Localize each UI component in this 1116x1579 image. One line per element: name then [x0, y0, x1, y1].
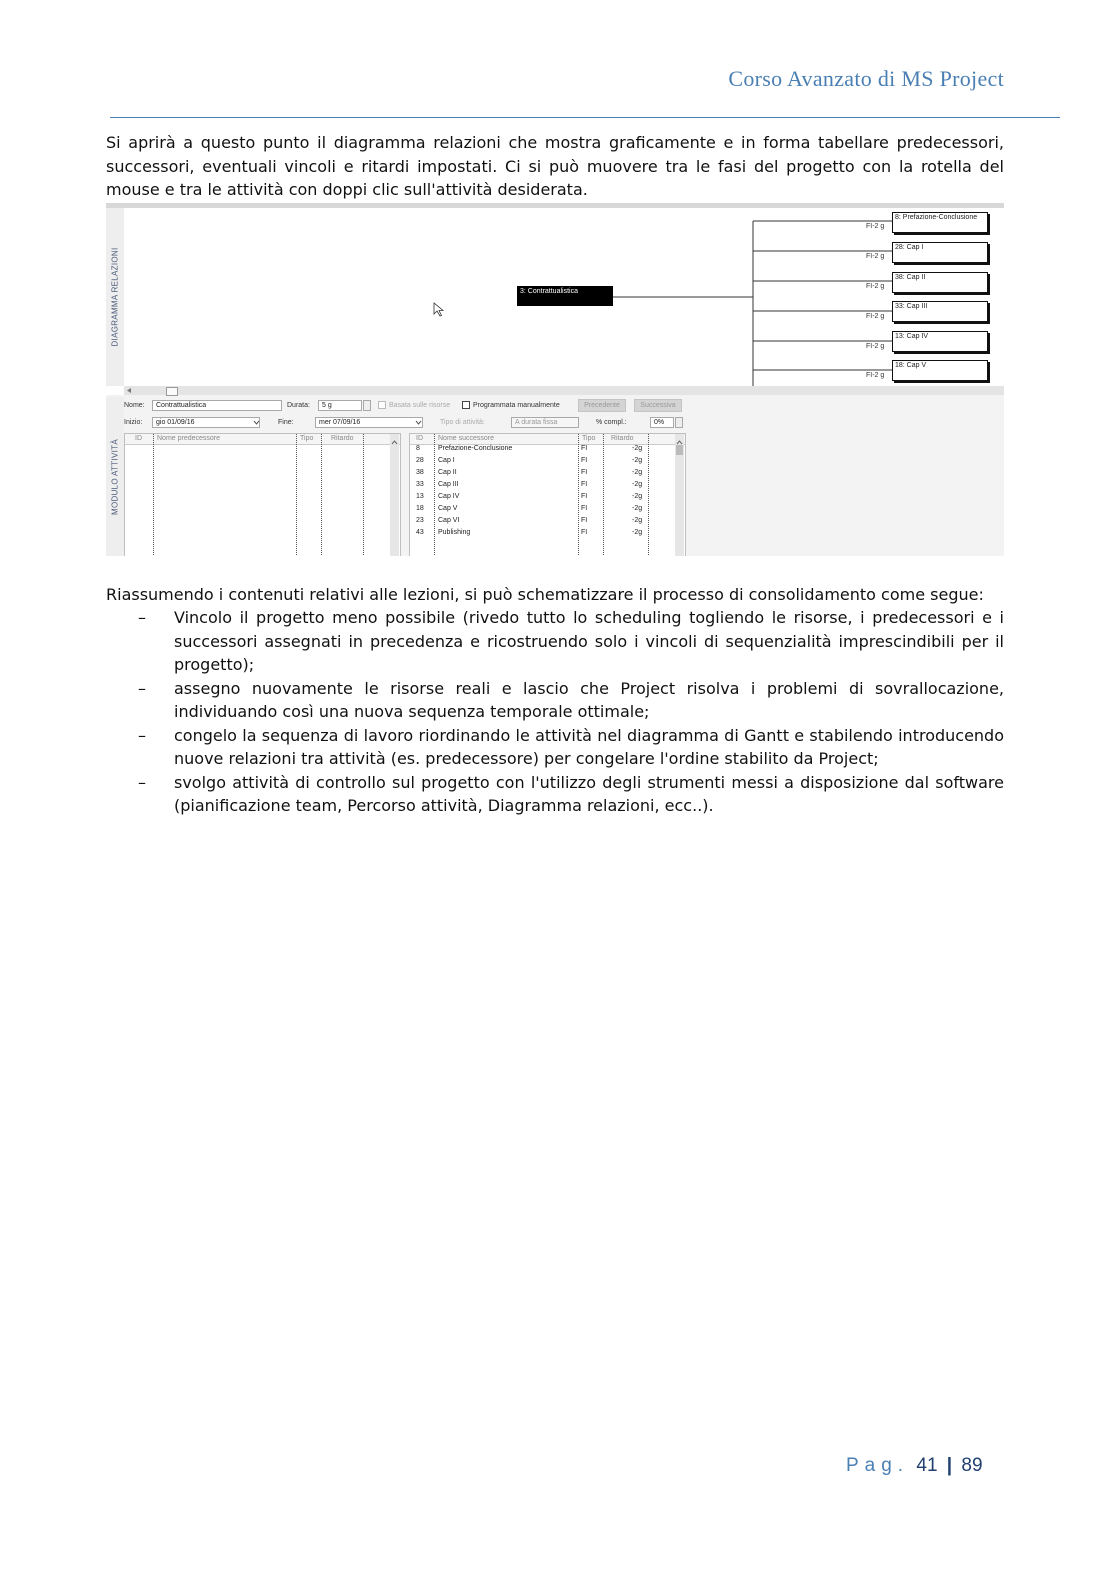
table-row[interactable]	[410, 528, 685, 540]
succ-header-lag: Ritardo	[611, 435, 634, 442]
mouse-cursor-icon	[434, 303, 443, 316]
row-id: 43	[416, 529, 424, 536]
table-row[interactable]	[410, 480, 685, 492]
bullet-dash: –	[138, 772, 146, 792]
row-id: 23	[416, 517, 424, 524]
diagram-horizontal-scrollbar[interactable]	[124, 386, 1004, 395]
row-id: 8	[416, 445, 420, 452]
percent-spinner[interactable]	[675, 417, 683, 428]
row-id: 13	[416, 493, 424, 500]
successor-node[interactable]: 28: Cap I	[892, 242, 988, 263]
list-item-text: Vincolo il progetto meno possibile (rivedo tutto lo scheduling togliendo le risorse, i predecessori e i successori assegnati in precedenza e ricostruendo solo i vincoli di sequenzialità imprescindibili per il progetto);	[174, 608, 1004, 674]
task-form	[106, 397, 1004, 556]
list-item	[106, 724, 1004, 771]
intro-paragraph: Si aprirà a questo punto il diagramma relazioni che mostra graficamente e in forma tabellare predecessori, successori, eventuali vincoli e ritardi impostati. Ci si può muovere tra le fasi del progetto con la rotella del mouse e tra le attività con doppi clic sull'attività desiderata.	[106, 133, 1004, 199]
ms-project-screenshot	[106, 203, 1004, 556]
row-lag: -2g	[632, 457, 643, 464]
form-tab-label: MODULO ATTIVITÀ	[110, 438, 120, 515]
previous-button[interactable]: Precedente	[578, 399, 626, 412]
list-item-text: svolgo attività di controllo sul progetto con l'utilizzo degli strumenti messi a disposizione dal software (pianificazione team, Percorso attività, Diagramma relazioni, ecc..).	[174, 772, 1004, 815]
finish-date-input[interactable]: mer 07/09/16	[315, 417, 423, 428]
successor-node[interactable]: 18: Cap V	[892, 360, 988, 381]
list-item-text: congelo la sequenza di lavoro riordinando le attività nel diagramma di Gantt e stabilendo introducendo nuove relazioni tra attività (es. predecessore) per congelare l'ordine stabilito da Project;	[174, 725, 1004, 768]
finish-label: Fine:	[278, 419, 294, 426]
link-lag-label: FI-2 g	[866, 313, 885, 320]
list-item	[106, 677, 1004, 724]
effort-driven-label: Basata sulle risorse	[389, 402, 451, 409]
link-lag-label: FI-2 g	[866, 283, 885, 290]
link-lag-label: FI-2 g	[866, 343, 885, 350]
successor-scrollbar[interactable]	[675, 434, 684, 556]
main-task-node[interactable]: 3: Contrattualistica	[517, 286, 613, 306]
name-label: Nome:	[124, 402, 145, 409]
start-date-input[interactable]: gio 01/09/16	[152, 417, 260, 428]
link-lag-label: FI-2 g	[866, 223, 885, 230]
table-row[interactable]	[410, 516, 685, 528]
row-type: FI	[581, 505, 588, 512]
grid-column-divider	[321, 434, 322, 556]
scroll-up-icon[interactable]	[390, 438, 399, 447]
manual-schedule-label: Programmata manualmente	[473, 402, 560, 409]
succ-header-id: ID	[416, 435, 423, 442]
row-name: Cap III	[438, 481, 459, 488]
row-type: FI	[581, 529, 588, 536]
scrollbar-thumb[interactable]	[166, 387, 178, 396]
row-id: 18	[416, 505, 424, 512]
successor-node[interactable]: 38: Cap II	[892, 272, 988, 293]
successor-node[interactable]: 33: Cap III	[892, 301, 988, 322]
predecessor-grid	[124, 433, 401, 556]
bullet-dash: –	[138, 725, 146, 745]
table-row[interactable]	[410, 468, 685, 480]
diagram-tab-label: DIAGRAMMA RELAZIONI	[110, 247, 120, 347]
duration-label: Durata:	[287, 402, 310, 409]
bullet-dash: –	[138, 608, 146, 627]
link-lag-label: FI-2 g	[866, 372, 885, 379]
row-type: FI	[581, 445, 588, 452]
grid-column-divider	[296, 434, 297, 556]
row-type: FI	[581, 481, 588, 488]
process-steps-list	[106, 606, 1004, 818]
scrollbar-thumb[interactable]	[676, 445, 683, 455]
table-row[interactable]	[410, 504, 685, 516]
page-current: 41	[916, 1455, 938, 1476]
row-lag: -2g	[632, 517, 643, 524]
bullet-dash: –	[138, 678, 146, 698]
row-lag: -2g	[632, 469, 643, 476]
row-type: FI	[581, 457, 588, 464]
document-header-title: Corso Avanzato di MS Project	[728, 66, 1004, 91]
task-type-label: Tipo di attività:	[440, 419, 485, 426]
table-row[interactable]	[410, 456, 685, 468]
row-id: 33	[416, 481, 424, 488]
row-name: Cap II	[438, 469, 457, 476]
effort-driven-checkbox[interactable]	[378, 401, 386, 409]
form-tab[interactable]	[106, 397, 124, 556]
page-footer	[846, 1455, 983, 1477]
row-name: Cap V	[438, 505, 458, 512]
start-label: Inizio:	[124, 419, 143, 426]
row-lag: -2g	[632, 493, 643, 500]
row-name: Prefazione-Conclusione	[438, 445, 513, 452]
grid-column-divider	[153, 434, 154, 556]
succ-header-type: Tipo	[582, 435, 596, 442]
pred-header-name: Nome predecessore	[157, 435, 221, 442]
successor-grid	[409, 433, 686, 556]
page-separator: |	[946, 1455, 953, 1476]
scroll-left-icon[interactable]	[124, 386, 136, 395]
name-input[interactable]: Contrattualistica	[152, 400, 282, 411]
row-id: 28	[416, 457, 424, 464]
header-rule	[110, 117, 1060, 118]
duration-spinner[interactable]	[363, 400, 371, 411]
task-type-select[interactable]: A durata fissa	[511, 417, 579, 428]
pred-header-type: Tipo	[300, 435, 314, 442]
row-name: Cap I	[438, 457, 455, 464]
row-name: Cap IV	[438, 493, 460, 500]
page-label: Pag.	[846, 1455, 910, 1476]
row-id: 38	[416, 469, 424, 476]
row-name: Cap VI	[438, 517, 460, 524]
row-type: FI	[581, 493, 588, 500]
relationship-diagram	[106, 203, 1004, 395]
percent-complete-input[interactable]: 0%	[650, 417, 674, 428]
pred-header-id: ID	[135, 435, 142, 442]
row-lag: -2g	[632, 505, 643, 512]
row-lag: -2g	[632, 529, 643, 536]
predecessor-scrollbar[interactable]	[390, 434, 399, 556]
row-name: Publishing	[438, 529, 471, 536]
row-type: FI	[581, 469, 588, 476]
successor-node[interactable]: 8: Prefazione-Conclusione	[892, 212, 988, 233]
row-type: FI	[581, 517, 588, 524]
chevron-down-icon[interactable]	[414, 417, 423, 428]
table-row[interactable]	[410, 444, 685, 456]
grid-column-divider	[363, 434, 364, 556]
successor-node[interactable]: 13: Cap IV	[892, 331, 988, 352]
duration-input[interactable]: 5 g	[318, 400, 362, 411]
row-lag: -2g	[632, 445, 643, 452]
chevron-down-icon[interactable]	[252, 417, 261, 428]
next-button[interactable]: Successiva	[634, 399, 682, 412]
percent-complete-label: % compl.:	[596, 419, 627, 426]
list-item-text: assegno nuovamente le risorse reali e lascio che Project risolva i problemi di sovrallocazione, individuando così una nuova sequenza temporale ottimale;	[174, 678, 1004, 721]
manual-schedule-checkbox[interactable]	[462, 401, 470, 409]
list-item	[106, 606, 1004, 677]
table-row[interactable]	[410, 492, 685, 504]
list-item	[106, 771, 1004, 818]
pred-header-lag: Ritardo	[331, 435, 354, 442]
row-lag: -2g	[632, 481, 643, 488]
succ-header-name: Nome successore	[438, 435, 495, 442]
link-lag-label: FI-2 g	[866, 253, 885, 260]
summary-paragraph: Riassumendo i contenuti relativi alle lezioni, si può schematizzare il processo di consolidamento come segue:	[106, 585, 984, 604]
page-total: 89	[961, 1455, 983, 1476]
